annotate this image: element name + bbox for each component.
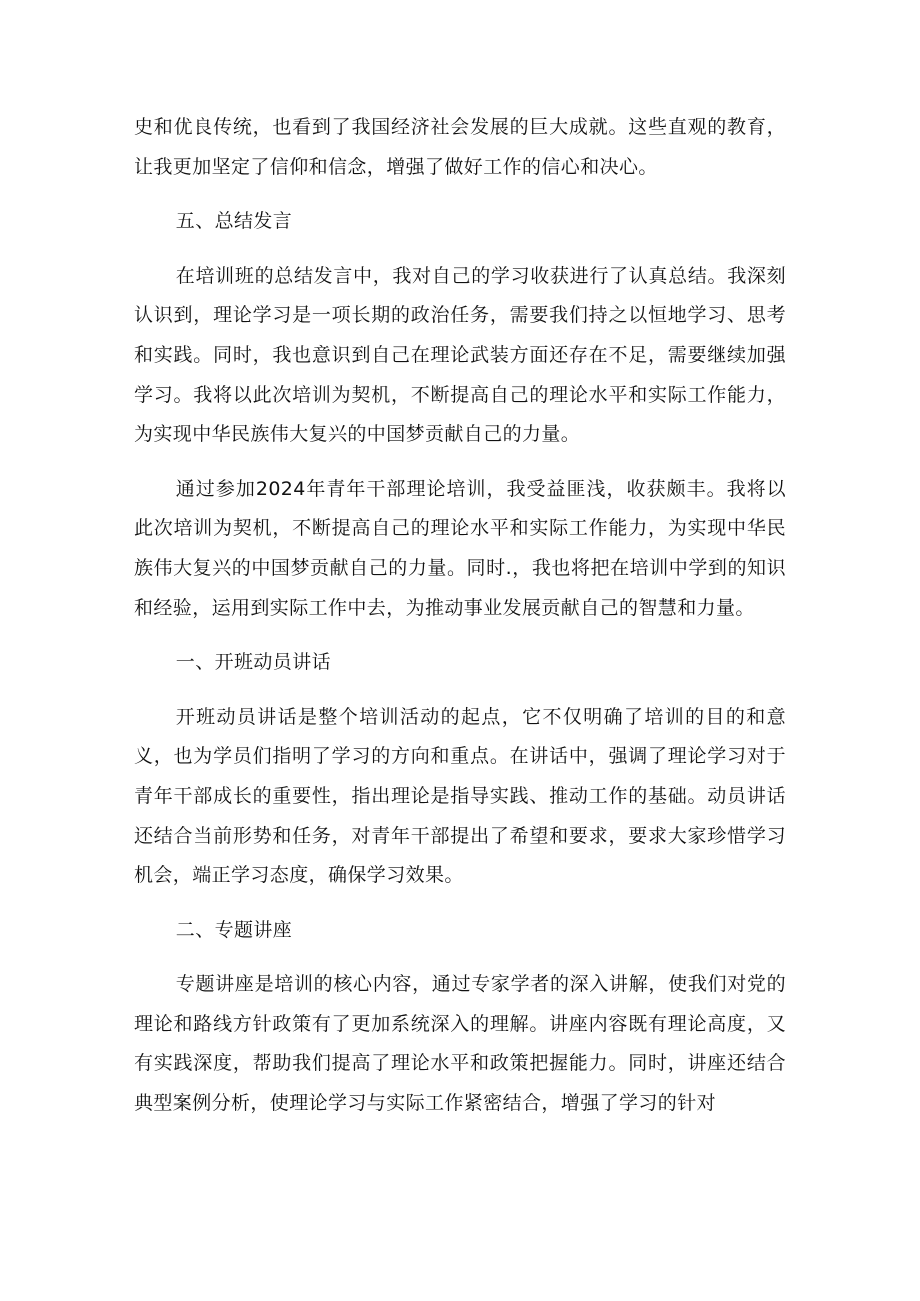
section-heading-summary-speech: 五、总结发言 — [175, 210, 293, 233]
paragraph-summary-speech: 在培训班的总结发言中，我对自己的学习收获进行了认真总结。我深刻认识到，理论学习是一项长期的政治任务，需要我们持之以恒地学习、思考和实践。同时，我也意识到自己在理论武装方面还存在不足，需要继续加强学习。我将以此次培训为契机，不断提高自己的理论水平和实际工作能力，为实现中华民族伟大复兴的中国梦贡献自己的力量。 — [134, 264, 786, 446]
paragraph-continuation: 史和优良传统，也看到了我国经济社会发展的巨大成就。这些直观的教育，让我更加坚定了信仰和信念，增强了做好工作的信心和决心。 — [134, 116, 786, 178]
section-heading-opening-speech: 一、开班动员讲话 — [175, 651, 331, 674]
paragraph-opening-speech: 开班动员讲话是整个培训活动的起点，它不仅明确了培训的目的和意义，也为学员们指明了学习的方向和重点。在讲话中，强调了理论学习对于青年干部成长的重要性，指出理论是指导实践、推动工作的基础。动员讲话还结合当前形势和任务，对青年干部提出了希望和要求，要求大家珍惜学习机会，端正学习态度，确保学习效果。 — [134, 705, 786, 887]
section-heading-special-lecture: 二、专题讲座 — [175, 918, 293, 941]
document-body — [134, 108, 786, 1139]
paragraph-training-conclusion: 通过参加2024年青年干部理论培训，我受益匪浅，收获颇丰。我将以此次培训为契机，不断提高自己的理论水平和实际工作能力，为实现中华民族伟大复兴的中国梦贡献自己的力量。同时.，我也将把在培训中学到的知识和经验，运用到实际工作中去，为推动事业发展贡献自己的智慧和力量。 — [134, 477, 786, 619]
paragraph-special-lecture: 专题讲座是培训的核心内容，通过专家学者的深入讲解，使我们对党的理论和路线方针政策有了更加系统深入的理解。讲座内容既有理论高度，又有实践深度，帮助我们提高了理论水平和政策把握能力。同时，讲座还结合典型案例分析，使理论学习与实际工作紧密结合，增强了学习的针对 — [134, 973, 786, 1115]
